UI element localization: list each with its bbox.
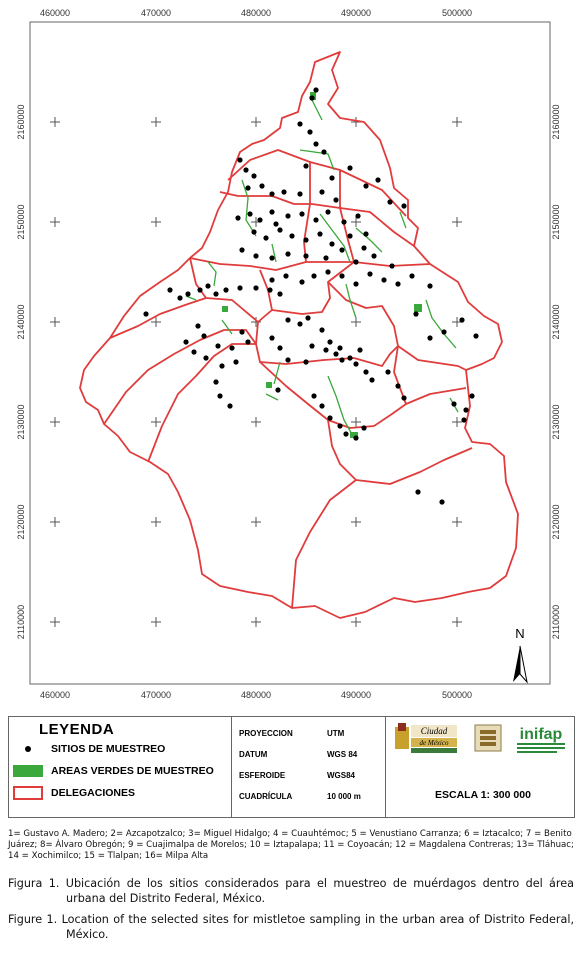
sampling-site-marker xyxy=(321,149,326,154)
sampling-site-marker xyxy=(299,211,304,216)
y-tick-label: 2120000 xyxy=(551,504,561,540)
x-tick-label: 500000 xyxy=(441,8,473,18)
sampling-site-marker xyxy=(223,287,228,292)
grid-cross xyxy=(251,117,261,127)
sampling-site-marker xyxy=(347,233,352,238)
x-tick-label: 490000 xyxy=(340,8,372,18)
sampling-site-marker xyxy=(339,357,344,362)
sampling-site-marker xyxy=(329,241,334,246)
grid-cross xyxy=(452,417,462,427)
grid-cross xyxy=(351,617,361,627)
sampling-site-marker xyxy=(183,339,188,344)
sampling-site-marker xyxy=(285,317,290,322)
sampling-site-marker xyxy=(363,231,368,236)
sampling-site-marker xyxy=(277,227,282,232)
sampling-site-marker xyxy=(357,347,362,352)
sampling-site-marker xyxy=(317,231,322,236)
sampling-site-marker xyxy=(297,121,302,126)
caption-es: Figura 1. Ubicación de los sitios considerados para el muestreo de muérdagos dentro del área urbana del Distrito Federal, México. xyxy=(8,877,574,905)
sampling-site-marker xyxy=(269,191,274,196)
sampling-site-marker xyxy=(253,253,258,258)
scale-label: ESCALA 1: 300 000 xyxy=(435,789,531,801)
delegaciones-boundaries xyxy=(80,52,518,618)
sampling-site-marker xyxy=(327,339,332,344)
sampling-site-marker xyxy=(237,157,242,162)
sampling-site-marker xyxy=(327,415,332,420)
legend-item-delegaciones: DELEGACIONES xyxy=(13,785,135,801)
grid-cross xyxy=(452,517,462,527)
sampling-site-marker xyxy=(247,211,252,216)
y-axis-left xyxy=(16,104,26,639)
sampling-site-marker xyxy=(313,87,318,92)
sampling-site-marker xyxy=(323,347,328,352)
sampling-site-marker xyxy=(325,209,330,214)
sampling-site-marker xyxy=(285,213,290,218)
grid-cross xyxy=(351,317,361,327)
legend-panel xyxy=(8,716,575,818)
sampling-site-marker xyxy=(195,323,200,328)
sampling-site-marker xyxy=(245,185,250,190)
grid-cross xyxy=(151,617,161,627)
sampling-site-marker xyxy=(197,287,202,292)
sampling-site-marker xyxy=(227,403,232,408)
sampling-site-marker xyxy=(341,219,346,224)
x-tick-label: 470000 xyxy=(140,8,172,18)
sampling-site-marker xyxy=(259,183,264,188)
caption-en: Figure 1. Location of the selected sites for mistletoe sampling in the urban area of Distrito Federal, México. xyxy=(8,913,574,941)
grid-cross xyxy=(50,417,60,427)
sampling-site-marker xyxy=(353,259,358,264)
sampling-site-marker xyxy=(313,141,318,146)
sampling-site-marker xyxy=(269,277,274,282)
sampling-site-marker xyxy=(277,291,282,296)
grid-cross xyxy=(50,117,60,127)
red-outline-icon xyxy=(13,786,43,800)
sampling-site-marker xyxy=(177,295,182,300)
sampling-site-marker xyxy=(389,263,394,268)
grid-cross xyxy=(151,217,161,227)
sampling-site-marker xyxy=(205,283,210,288)
sampling-site-marker xyxy=(333,197,338,202)
sampling-site-marker xyxy=(213,379,218,384)
grid-cross xyxy=(251,417,261,427)
svg-text:Ciudad: Ciudad xyxy=(420,726,448,736)
sampling-site-marker xyxy=(339,247,344,252)
sampling-site-marker xyxy=(203,355,208,360)
sampling-site-marker xyxy=(441,329,446,334)
sampling-sites xyxy=(143,87,478,504)
sampling-site-marker xyxy=(461,417,466,422)
y-tick-label: 2150000 xyxy=(16,204,26,240)
division-cuajimalpa xyxy=(110,298,206,338)
sampling-site-marker xyxy=(285,251,290,256)
sampling-site-marker xyxy=(237,285,242,290)
sampling-site-marker xyxy=(469,393,474,398)
grid-cross xyxy=(151,417,161,427)
sampling-site-marker xyxy=(281,189,286,194)
green-areas xyxy=(186,96,458,438)
sampling-site-marker xyxy=(451,401,456,406)
sampling-site-marker xyxy=(303,359,308,364)
grid-cross xyxy=(452,617,462,627)
delegaciones-notes: 1= Gustavo A. Madero; 2= Azcapotzalco; 3= Miguel Hidalgo; 4 = Cuauhtémoc; 5 = Venustiano Carranza; 6 = Iztacalco; 7 = Benito Juárez; 8= Álvaro Obregón; 9 = Cuajimalpa de Morelos; 10 = Iztapalapa; 11 = Coyoacán; 12 = Magdalena Contreras; 13= Tláhuac; 14 = Xochimilco; 15 = Tlalpan; 16= Milpa Alta xyxy=(8,829,574,861)
sampling-site-marker xyxy=(269,255,274,260)
sampling-site-marker xyxy=(309,343,314,348)
sampling-site-marker xyxy=(273,221,278,226)
sampling-site-marker xyxy=(347,165,352,170)
sampling-site-marker xyxy=(361,425,366,430)
map xyxy=(10,0,575,712)
grid-cross xyxy=(452,117,462,127)
sampling-site-marker xyxy=(251,229,256,234)
legend-symbols xyxy=(9,717,232,817)
sampling-site-marker xyxy=(239,247,244,252)
sampling-site-marker xyxy=(339,273,344,278)
sampling-site-marker xyxy=(299,279,304,284)
division-gam xyxy=(228,150,406,216)
sampling-site-marker xyxy=(427,283,432,288)
sampling-site-marker xyxy=(201,333,206,338)
projection-info: PROYECCION UTM DATUM WGS 84 ESFEROIDE WGS84 CUADRÍCULA 10 000 m xyxy=(231,717,386,817)
sampling-site-marker xyxy=(269,209,274,214)
sampling-site-marker xyxy=(325,269,330,274)
sampling-site-marker xyxy=(303,253,308,258)
x-tick-label: 470000 xyxy=(140,690,172,700)
sampling-site-marker xyxy=(463,407,468,412)
sampling-site-marker xyxy=(229,345,234,350)
y-tick-label: 2150000 xyxy=(551,204,561,240)
sampling-site-marker xyxy=(303,163,308,168)
division-tlalpan-w xyxy=(148,344,256,462)
sampling-site-marker xyxy=(313,217,318,222)
x-tick-label: 460000 xyxy=(39,690,71,700)
y-tick-label: 2120000 xyxy=(16,504,26,540)
y-tick-label: 2140000 xyxy=(551,304,561,340)
sampling-site-marker xyxy=(371,253,376,258)
sampling-site-marker xyxy=(233,359,238,364)
ciudad-de-mexico-logo xyxy=(393,721,459,755)
sampling-site-marker xyxy=(251,173,256,178)
sampling-site-marker xyxy=(311,393,316,398)
x-tick-label: 480000 xyxy=(240,8,272,18)
division-milpa-alta xyxy=(292,480,356,608)
sampling-site-marker xyxy=(257,217,262,222)
sampling-site-marker xyxy=(353,435,358,440)
x-tick-label: 460000 xyxy=(39,8,71,18)
sampling-site-marker xyxy=(329,175,334,180)
sampling-site-marker xyxy=(305,315,310,320)
sampling-site-marker xyxy=(409,273,414,278)
sampling-site-marker xyxy=(285,357,290,362)
grid-cross xyxy=(50,517,60,527)
sampling-site-marker xyxy=(245,339,250,344)
sampling-site-marker xyxy=(239,329,244,334)
north-arrow xyxy=(513,626,527,682)
y-tick-label: 2160000 xyxy=(551,104,561,140)
grid-cross xyxy=(251,617,261,627)
legend-item-sites: SITIOS DE MUESTREO xyxy=(13,741,165,757)
y-tick-label: 2130000 xyxy=(551,404,561,440)
sampling-site-marker xyxy=(253,285,258,290)
sampling-site-marker xyxy=(473,333,478,338)
svg-text:de México: de México xyxy=(419,739,449,747)
grid-cross xyxy=(50,617,60,627)
map-neatline xyxy=(30,22,550,684)
sampling-site-marker xyxy=(343,431,348,436)
grid-cross xyxy=(50,217,60,227)
sampling-site-marker xyxy=(217,393,222,398)
division-central xyxy=(190,258,430,270)
sampling-site-marker xyxy=(363,369,368,374)
svg-text:inifap: inifap xyxy=(519,726,563,743)
sampling-site-marker xyxy=(283,273,288,278)
y-tick-label: 2140000 xyxy=(16,304,26,340)
y-axis-right xyxy=(551,104,561,639)
sampling-site-marker xyxy=(367,271,372,276)
division-tlahuac xyxy=(394,346,406,404)
legend-item-green-areas: AREAS VERDES DE MUESTREO xyxy=(13,763,214,779)
x-tick-label: 500000 xyxy=(441,690,473,700)
sampling-site-marker xyxy=(415,489,420,494)
sampling-site-marker xyxy=(337,423,342,428)
sampling-site-marker xyxy=(375,177,380,182)
sampling-site-marker xyxy=(185,291,190,296)
grid-cross xyxy=(452,217,462,227)
sampling-site-marker xyxy=(309,95,314,100)
grid-cross xyxy=(351,417,361,427)
sampling-site-marker xyxy=(381,277,386,282)
sampling-site-marker xyxy=(213,291,218,296)
sampling-site-marker xyxy=(289,233,294,238)
sampling-site-marker xyxy=(385,369,390,374)
sampling-site-marker xyxy=(277,345,282,350)
y-tick-label: 2160000 xyxy=(16,104,26,140)
grid-cross xyxy=(351,517,361,527)
sampling-site-marker xyxy=(333,351,338,356)
x-axis-bottom xyxy=(40,690,472,700)
grid-cross xyxy=(50,317,60,327)
logos-and-scale xyxy=(385,717,575,817)
sampling-site-marker xyxy=(243,167,248,172)
sampling-site-marker xyxy=(319,327,324,332)
sampling-site-marker xyxy=(297,191,302,196)
secondary-logo xyxy=(473,721,503,755)
sampling-site-marker xyxy=(319,403,324,408)
x-axis-top xyxy=(40,8,472,18)
sampling-site-marker xyxy=(363,183,368,188)
sampling-site-marker xyxy=(191,349,196,354)
sampling-site-marker xyxy=(347,355,352,360)
division-miguel-hidalgo xyxy=(304,162,310,262)
sampling-site-marker xyxy=(307,129,312,134)
sampling-site-marker xyxy=(303,237,308,242)
sampling-site-marker xyxy=(427,335,432,340)
north-label: N xyxy=(515,626,525,641)
df-outer-boundary xyxy=(80,52,518,618)
sampling-site-marker xyxy=(395,383,400,388)
y-tick-label: 2130000 xyxy=(16,404,26,440)
green-fill-icon xyxy=(13,765,43,777)
sampling-site-marker xyxy=(387,199,392,204)
sampling-site-marker xyxy=(439,499,444,504)
sampling-site-marker xyxy=(369,377,374,382)
grid-cross xyxy=(251,517,261,527)
x-tick-label: 490000 xyxy=(340,690,372,700)
sampling-site-marker xyxy=(395,281,400,286)
y-tick-label: 2110000 xyxy=(551,604,561,640)
sampling-site-marker xyxy=(235,215,240,220)
sampling-site-marker xyxy=(323,255,328,260)
division-tlalpan xyxy=(260,362,466,428)
sampling-site-marker xyxy=(269,335,274,340)
sampling-site-marker xyxy=(319,189,324,194)
legend-title: LEYENDA xyxy=(39,721,115,738)
sampling-site-marker xyxy=(459,317,464,322)
sampling-site-marker xyxy=(401,203,406,208)
grid-cross xyxy=(151,117,161,127)
sampling-site-marker xyxy=(355,213,360,218)
x-tick-label: 480000 xyxy=(240,690,272,700)
y-tick-label: 2110000 xyxy=(16,604,26,640)
sampling-site-marker xyxy=(413,311,418,316)
sampling-site-marker xyxy=(167,287,172,292)
dot-icon xyxy=(25,746,31,752)
sampling-site-marker xyxy=(337,345,342,350)
sampling-site-marker xyxy=(353,361,358,366)
sampling-site-marker xyxy=(267,287,272,292)
sampling-site-marker xyxy=(311,273,316,278)
sampling-site-marker xyxy=(297,321,302,326)
sampling-site-marker xyxy=(353,281,358,286)
sampling-site-marker xyxy=(219,363,224,368)
grid-cross xyxy=(151,517,161,527)
sampling-site-marker xyxy=(263,235,268,240)
grid-cross xyxy=(351,217,361,227)
division-coyoacan xyxy=(256,310,398,366)
sampling-site-marker xyxy=(143,311,148,316)
sampling-site-marker xyxy=(215,343,220,348)
sampling-site-marker xyxy=(275,387,280,392)
sampling-site-marker xyxy=(361,245,366,250)
inifap-logo xyxy=(511,721,571,755)
sampling-site-marker xyxy=(401,395,406,400)
